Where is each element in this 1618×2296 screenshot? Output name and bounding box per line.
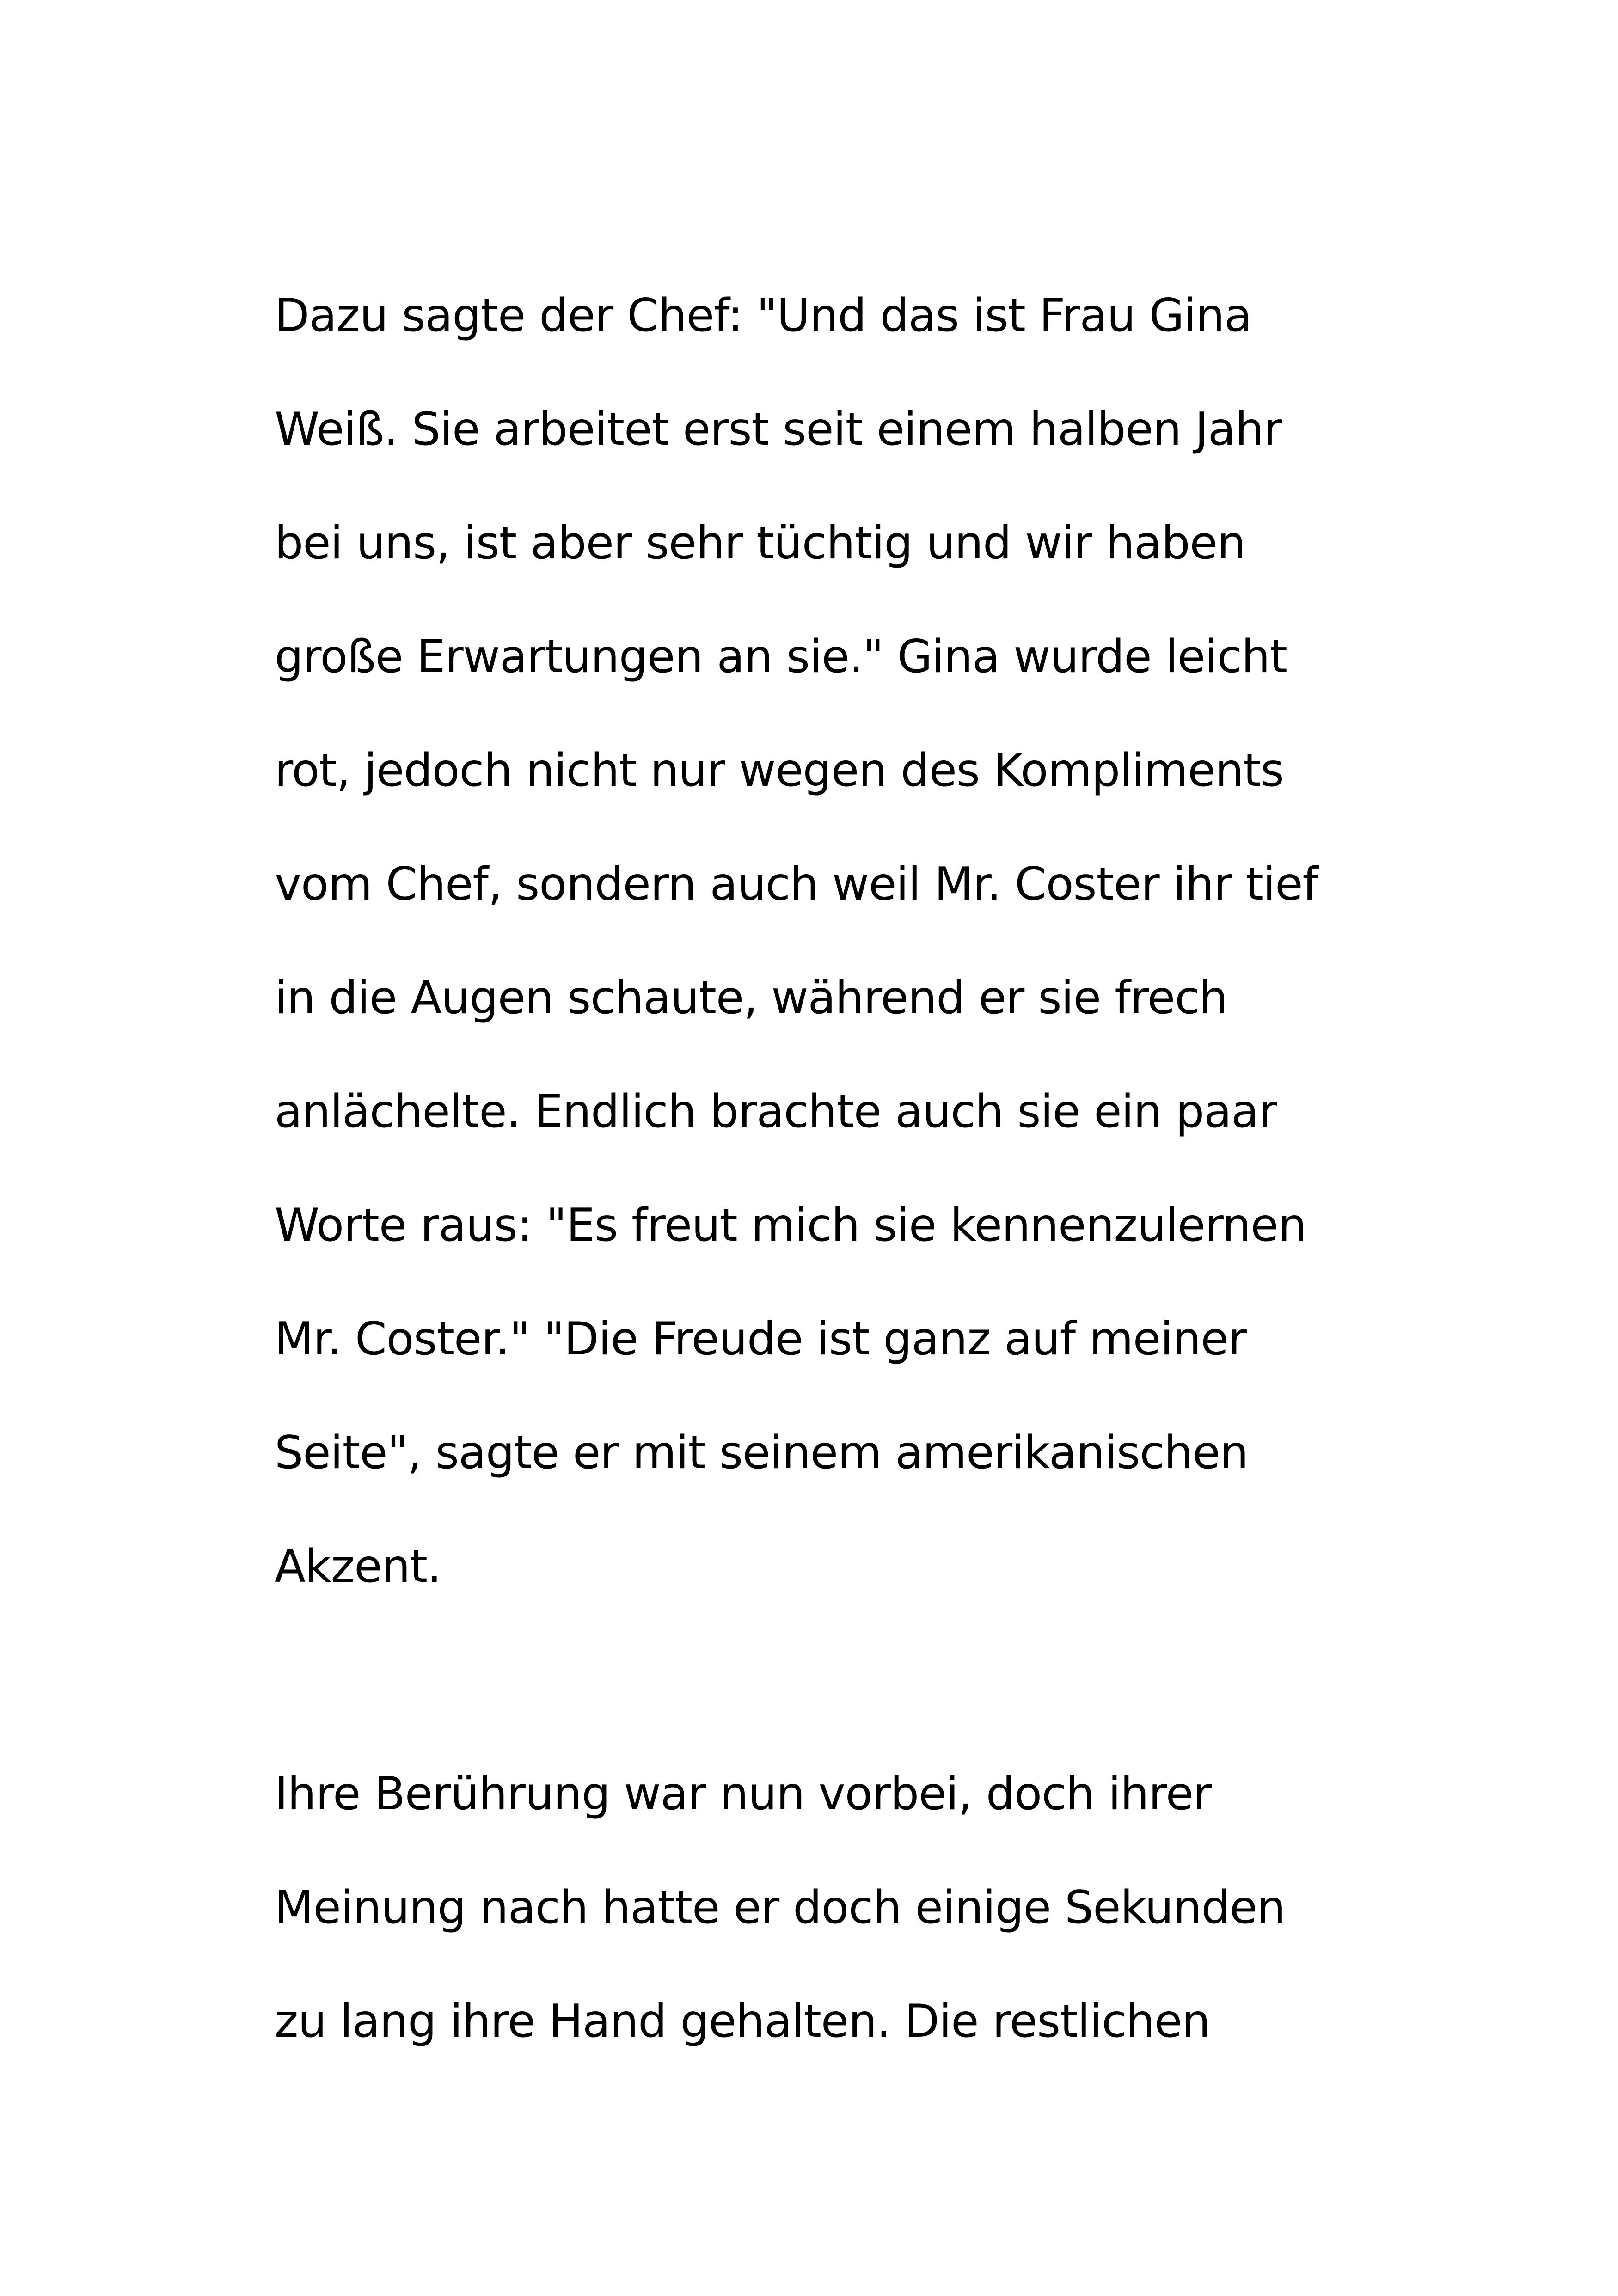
- body-text: [275, 259, 1477, 2078]
- text-line: Worte raus: "Es freut mich sie kennenzulernen: [275, 1199, 1306, 1252]
- text-line: zu lang ihre Hand gehalten. Die restlichen: [275, 1995, 1210, 2048]
- text-line: Weiß. Sie arbeitet erst seit einem halben Jahr: [275, 403, 1282, 456]
- text-line: rot, jedoch nicht nur wegen des Kompliments: [275, 744, 1284, 797]
- text-line: Ihre Berührung war nun vorbei, doch ihrer: [275, 1768, 1212, 1820]
- text-line: Dazu sagte der Chef: "Und das ist Frau Gina: [275, 289, 1252, 342]
- text-line: anlächelte. Endlich brachte auch sie ein paar: [275, 1085, 1277, 1138]
- text-line: bei uns, ist aber sehr tüchtig und wir haben: [275, 517, 1245, 569]
- text-line: in die Augen schaute, während er sie frech: [275, 972, 1228, 1024]
- paragraph-2: [275, 1737, 1477, 2078]
- text-line: Seite", sagte er mit seinem amerikanischen: [275, 1427, 1248, 1479]
- text-line: vom Chef, sondern auch weil Mr. Coster ihr tief: [275, 858, 1318, 911]
- paragraph-1: [275, 259, 1477, 1623]
- paragraph-spacer: [275, 1623, 1477, 1737]
- text-line: Mr. Coster." "Die Freude ist ganz auf meiner: [275, 1313, 1246, 1365]
- text-line: Akzent.: [275, 1540, 441, 1593]
- text-line: große Erwartungen an sie." Gina wurde leicht: [275, 631, 1287, 683]
- text-line: Meinung nach hatte er doch einige Sekunden: [275, 1881, 1286, 1934]
